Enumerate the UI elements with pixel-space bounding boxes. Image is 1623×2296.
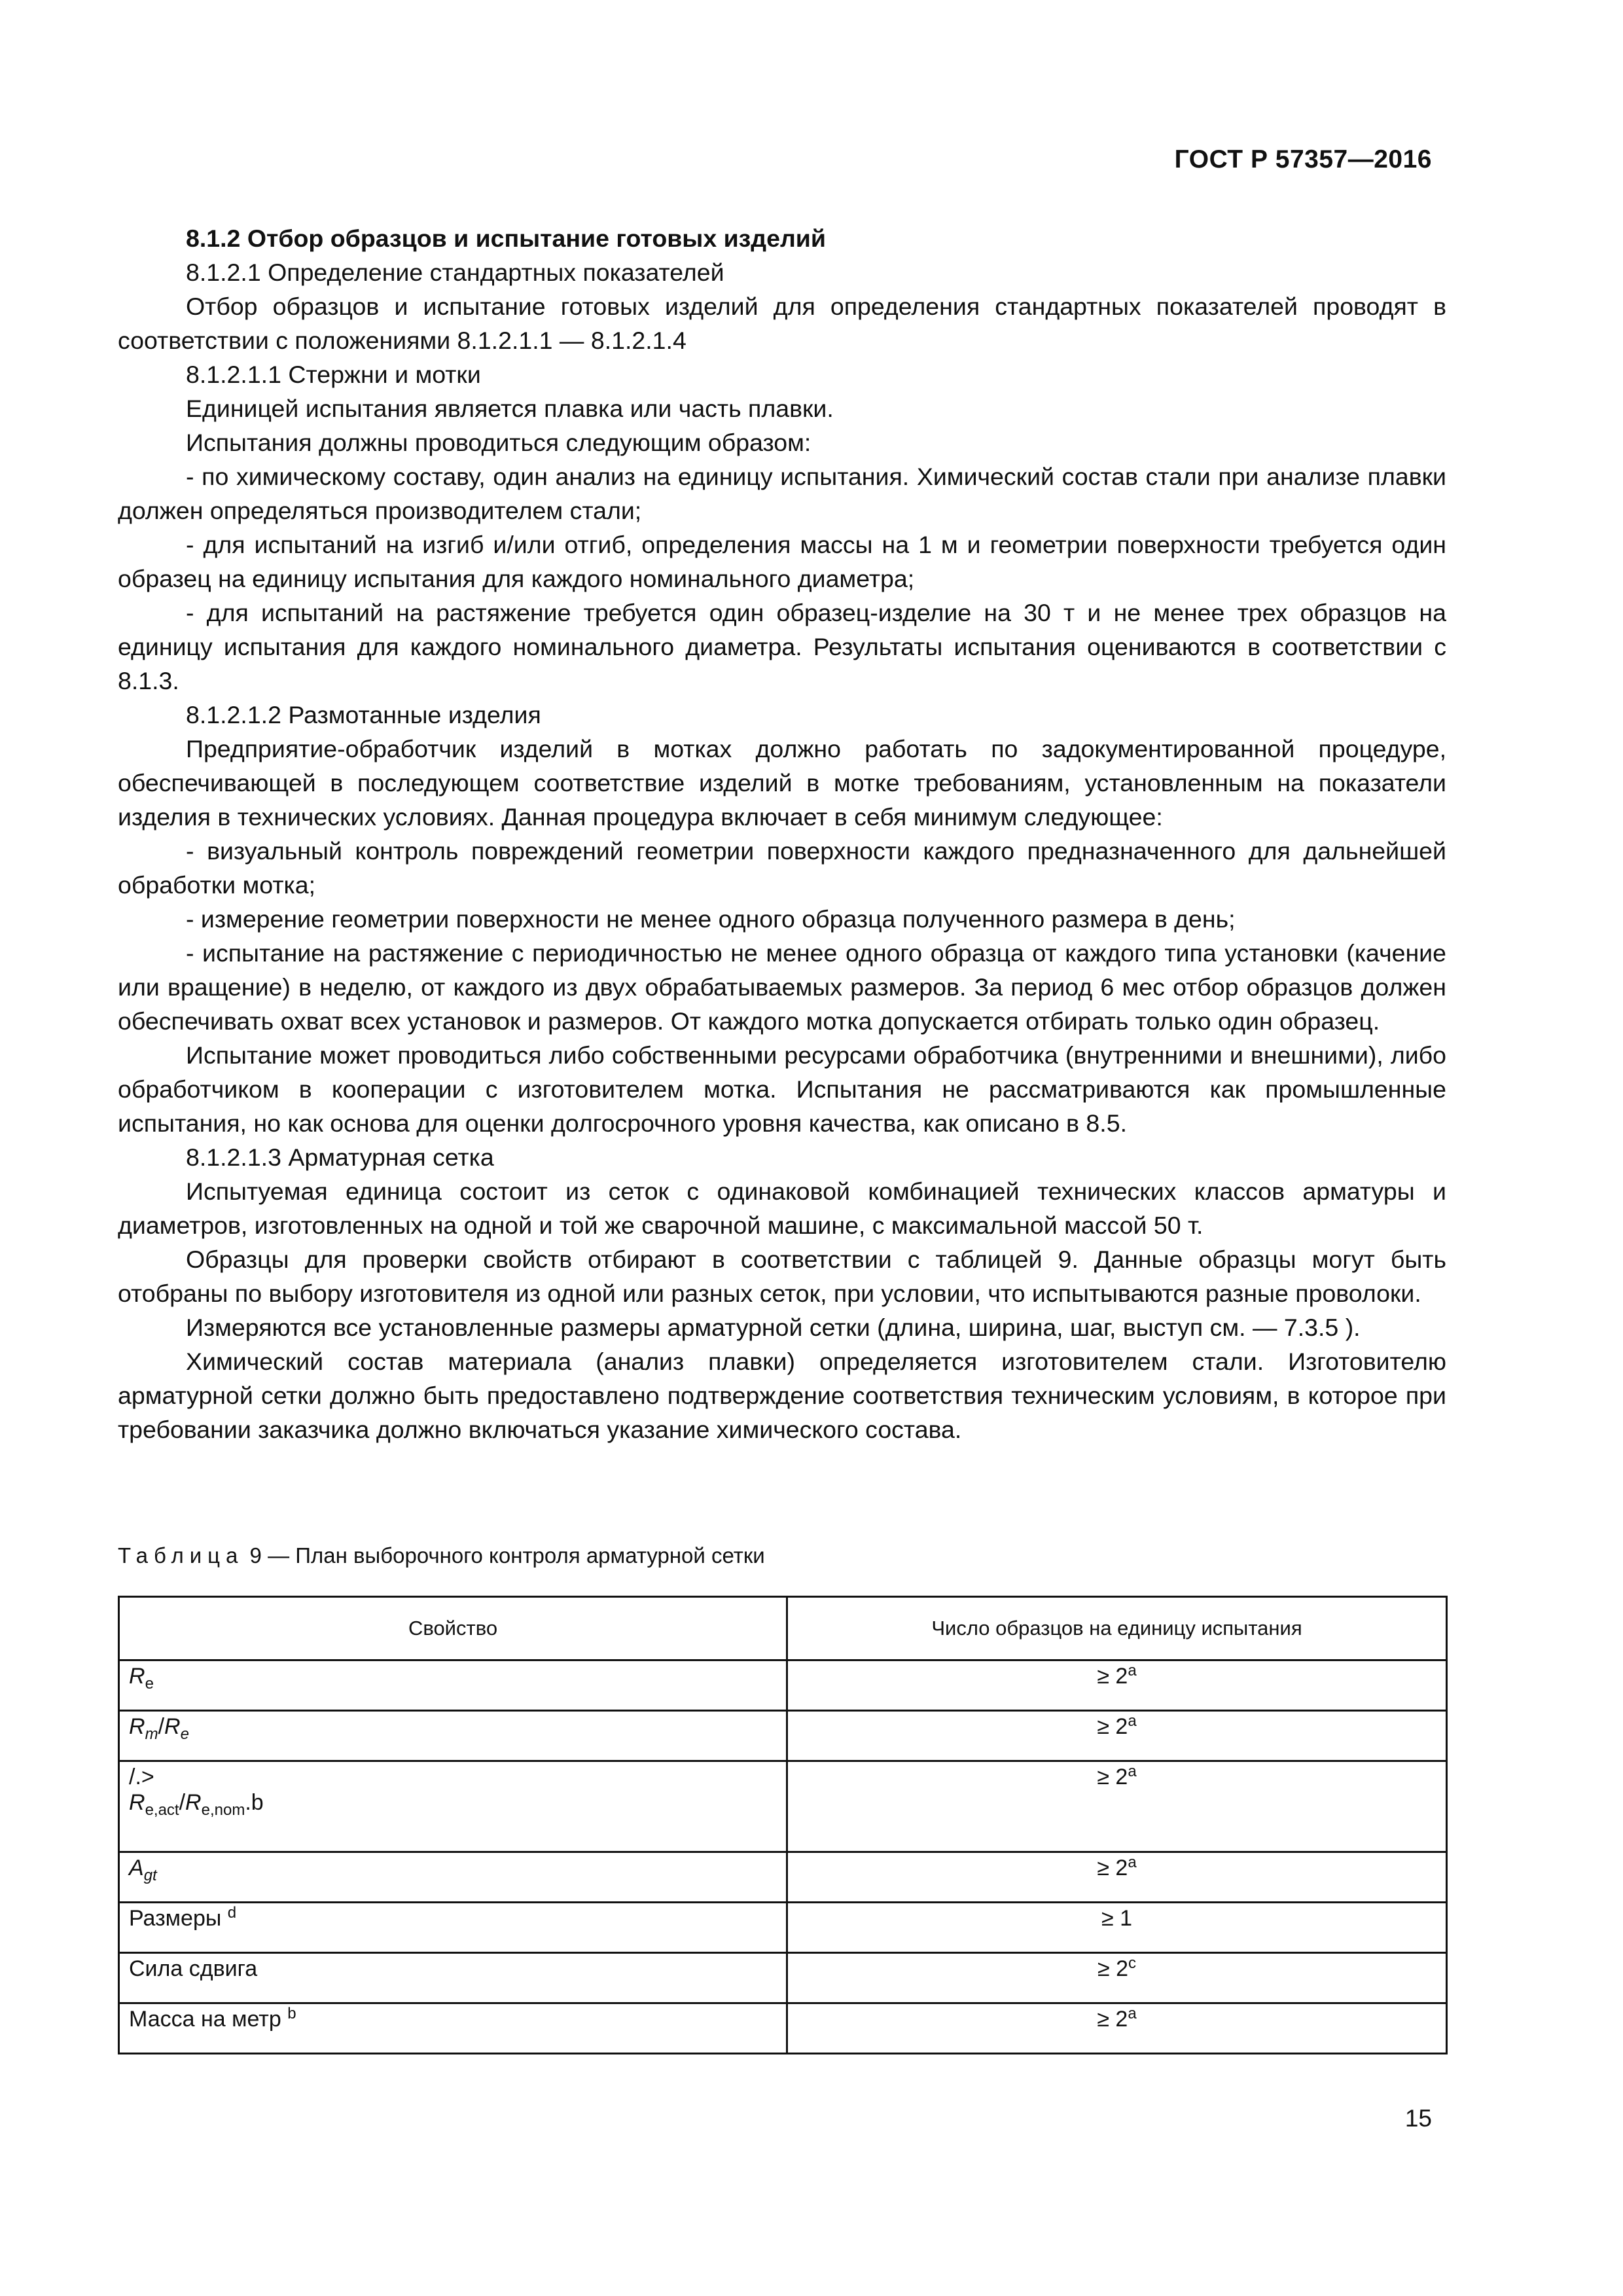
sample-count-cell: ≥ $2^c$ [787,1953,1447,2003]
paragraph: Испытание может проводиться либо собственными ресурсами обработчика (внутренними и внешними), либо обработчиком в кооперации с изготовителем мотка. Испытания не рассматриваются как промышленные испытания, но как основа для оценки долгосрочного уровня качества, как описано в 8.5. [118,1041,1446,1137]
page-number: 15 [1404,2105,1432,2132]
list-item: - испытание на растяжение с периодичностью не менее одного образца от каждого типа установки (качение или вращение) в неделю, от каждого из двух обрабатываемых размеров. За период 6 мес отбор образцов должен обеспечивать охват всех установок и размеров. От каждого мотка допускается отбирать только один образец. [118,939,1446,1035]
header-property: Свойство [119,1597,787,1660]
property-cell: Сила сдвига [119,1953,787,2003]
paragraph: Предприятие-обработчик изделий в мотках должно работать по задокументированной процедуре, обеспечивающей в последующем соответствие изделий в мотке требованиям, установленным на показатели изделия в технических условиях. Данная процедура включает в себя минимум следующее: [118,735,1446,831]
sample-count-cell: ≥ $2^a$ [787,2003,1447,2054]
table-row [119,1660,1447,1711]
subsection-heading: 8.1.2.1.3 Арматурная сетка [186,1143,494,1171]
table-row [119,1761,1447,1852]
subsection-heading: 8.1.2.1.1 Стержни и мотки [186,361,481,388]
property-cell: $A_{gt}$ [119,1852,787,1903]
paragraph: Химический состав материала (анализ плавки) определяется изготовителем стали. Изготовителю арматурной сетки должно быть предоставлено подтверждение соответствия техническим условиям, в которое при требовании заказчика должно включаться указание химического состава. [118,1348,1446,1443]
list-item: - визуальный контроль повреждений геометрии поверхности каждого предназначенного для дальнейшей обработки мотка; [118,837,1446,899]
document-body [118,221,1446,1446]
paragraph: Отбор образцов и испытание готовых изделий для определения стандартных показателей проводят в соответствии с положениями 8.1.2.1.1 — 8.1.2.1.4 [118,293,1446,354]
paragraph: Испытуемая единица состоит из сеток с одинаковой комбинацией технических классов арматуры и диаметров, изготовленных на одной и той же сварочной машине, с максимальной массой 50 т. [118,1177,1446,1239]
subsection-heading: 8.1.2.1 Определение стандартных показателей [186,259,724,286]
table-caption-word: Таблица [118,1543,244,1568]
table-row [119,1953,1447,2003]
sampling-table [118,1596,1448,2054]
paragraph: Образцы для проверки свойств отбирают в соответствии с таблицей 9. Данные образцы могут быть отобраны по выбору изготовителя из одной или разных сеток, при условии, что испытываются разные проволоки. [118,1246,1446,1307]
paragraph: Испытания должны проводиться следующим образом: [186,429,812,456]
table-row [119,2003,1447,2054]
property-cell: Размеры $^d$ [119,1903,787,1953]
table-row [119,1852,1447,1903]
sample-count-cell: ≥ 1 [787,1903,1447,1953]
table-row [119,1711,1447,1761]
property-cell: Масса на метр $^b$ [119,2003,787,2054]
paragraph: Измеряются все установленные размеры арматурной сетки (длина, ширина, шаг, выступ см. — 7.3.5 ). [186,1314,1361,1341]
sample-count-cell: ≥ $2^a$ [787,1711,1447,1761]
property-cell: $R_e$ [119,1660,787,1711]
sample-count-cell: ≥ $2^a$ [787,1660,1447,1711]
section-heading: 8.1.2 Отбор образцов и испытание готовых изделий [186,224,826,252]
header-sample-count: Число образцов на единицу испытания [787,1597,1447,1660]
property-cell: /.> $R_{e,act}/R_{e,nom}.b$ [119,1761,787,1852]
table-header-row [119,1597,1447,1660]
list-item: - для испытаний на изгиб и/или отгиб, определения массы на 1 м и геометрии поверхности требуется один образец на единицу испытания для каждого номинального диаметра; [118,531,1446,592]
list-item: - по химическому составу, один анализ на единицу испытания. Химический состав стали при анализе плавки должен определяться производителем стали; [118,463,1446,524]
list-item: - измерение геометрии поверхности не менее одного образца полученного размера в день; [186,905,1236,933]
sample-count-cell: ≥ $2^a$ [787,1761,1447,1852]
table-row [119,1903,1447,1953]
paragraph: Единицей испытания является плавка или часть плавки. [186,395,834,422]
subsection-heading: 8.1.2.1.2 Размотанные изделия [186,701,541,728]
sample-count-cell: ≥ $2^a$ [787,1852,1447,1903]
table-caption-text: 9 — План выборочного контроля арматурной сетки [243,1543,765,1568]
list-item: - для испытаний на растяжение требуется один образец-изделие на 30 т и не менее трех образцов на единицу испытания для каждого номинального диаметра. Результаты испытания оцениваются в соответствии с 8.1.3. [118,599,1446,694]
property-cell: $R_m/R_e$ [119,1711,787,1761]
table-caption [118,1543,765,1568]
document-header: ГОСТ Р 57357—2016 [1174,145,1432,173]
